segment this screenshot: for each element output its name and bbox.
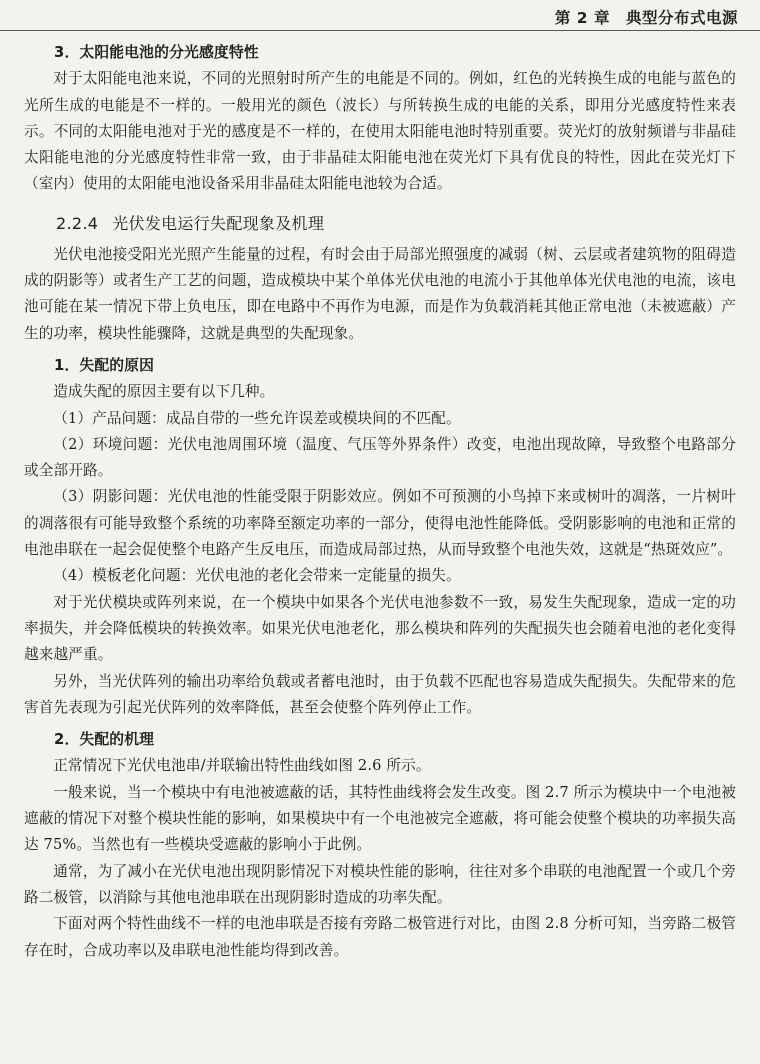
paragraph-mismatch-intro: 光伏电池接受阳光光照产生能量的过程，有时会由于局部光照强度的减弱（树、云层或者建筑物的阻碍造成的阴影等）或者生产工艺的问题，造成模块中某个单体光伏电池的电流小于其他单体光伏电池的电流，该电池可能在某一情况下带上负电压，即在电路中不再作为电源，而是作为负载消耗其他正常电池（未被遮蔽）产生的功率，模块性能骤降，这就是典型的失配现象。 xyxy=(24,245,736,342)
chapter-title: 第 2 章 典型分布式电源 xyxy=(554,9,738,27)
paragraph-comparison: 下面对两个特性曲线不一样的电池串联是否接有旁路二极管进行对比，由图 2.8 分析可知，当旁路二极管存在时，合成功率以及串联电池性能均得到改善。 xyxy=(24,915,736,959)
section-heading-mismatch-mechanism: 2．失配的机理 xyxy=(54,731,155,749)
section-title: 光伏发电运行失配现象及机理 xyxy=(112,213,325,233)
paragraph-module-array: 对于光伏模块或阵列来说，在一个模块中如果各个光伏电池参数不一致，易发生失配现象，造成一定的功率损失，并会降低模块的转换效率。如果光伏电池老化，那么模块和阵列的失配损失也会随着电池的老化变得越来越严重。 xyxy=(24,593,736,664)
paragraph-shading-effect: 一般来说，当一个模块中有电池被遮蔽的话，其特性曲线将会发生改变。图 2.7 所示为模块中一个电池被遮蔽的情况下对整个模块性能的影响，如果模块中有一个电池被完全遮蔽，将可能会使整个模块的功率损失高达 75%。当然也有一些模块受遮蔽的影响小于此例。 xyxy=(24,783,736,854)
page-header xyxy=(0,0,760,31)
section-heading-spectral-sensitivity: 3．太阳能电池的分光感度特性 xyxy=(54,44,259,61)
paragraph-causes-intro: 造成失配的原因主要有以下几种。 xyxy=(53,383,275,401)
section-heading-mismatch-causes: 1．失配的原因 xyxy=(54,356,155,374)
paragraph-normal-curve: 正常情况下光伏电池串/并联输出特性曲线如图 2.6 所示。 xyxy=(53,757,431,775)
list-item-product-issue: （1）产品问题：成品自带的一些允许误差或模块间的不匹配。 xyxy=(53,409,461,427)
list-item-environment-issue: （2）环境问题：光伏电池周围环境（温度、气压等外界条件）改变，电池出现故障，导致整个电路部分或全部开路。 xyxy=(24,435,736,480)
paragraph-spectral-sensitivity: 对于太阳能电池来说，不同的光照射时所产生的电能是不同的。例如，红色的光转换生成的电能与蓝色的光所生成的电能是不一样的。一般用光的颜色（波长）与所转换生成的电能的关系，即用分光感度特性来表示。不同的太阳能电池对于光的感度是不一样的，在使用太阳能电池时特别重要。荧光灯的放射频谱与非晶硅太阳能电池的分光感度特性非常一致，由于非晶硅太阳能电池在荧光灯下具有优良的特性，因此在荧光灯下（室内）使用的太阳能电池设备采用非晶硅太阳能电池较为合适。 xyxy=(24,70,736,193)
section-heading-2-2-4 xyxy=(24,210,736,238)
page-content xyxy=(24,40,736,964)
list-item-aging-issue: （4）模板老化问题：光伏电池的老化会带来一定能量的损失。 xyxy=(53,567,461,585)
paragraph-load-mismatch: 另外，当光伏阵列的输出功率给负载或者蓄电池时，由于负载不匹配也容易造成失配损失。失配带来的危害首先表现为引起光伏阵列的效率降低，甚至会使整个阵列停止工作。 xyxy=(24,672,736,716)
list-item-shadow-issue: （3）阴影问题：光伏电池的性能受限于阴影效应。例如不可预测的小鸟掉下来或树叶的凋落，一片树叶的凋落很有可能导致整个系统的功率降至额定功率的一部分，使得电池性能降低。受阴影影响的电池和正常的电池串联在一起会促使整个电路产生反电压，而造成局部过热，从而导致整个电池失效，这就是“热斑效应”。 xyxy=(24,488,736,559)
paragraph-bypass-diode: 通常，为了减小在光伏电池出现阴影情况下对模块性能的影响，往往对多个串联的电池配置一个或几个旁路二极管，以消除与其他电池串联在出现阴影时造成的功率失配。 xyxy=(24,862,736,906)
section-number: 2.2.4 xyxy=(56,213,99,233)
